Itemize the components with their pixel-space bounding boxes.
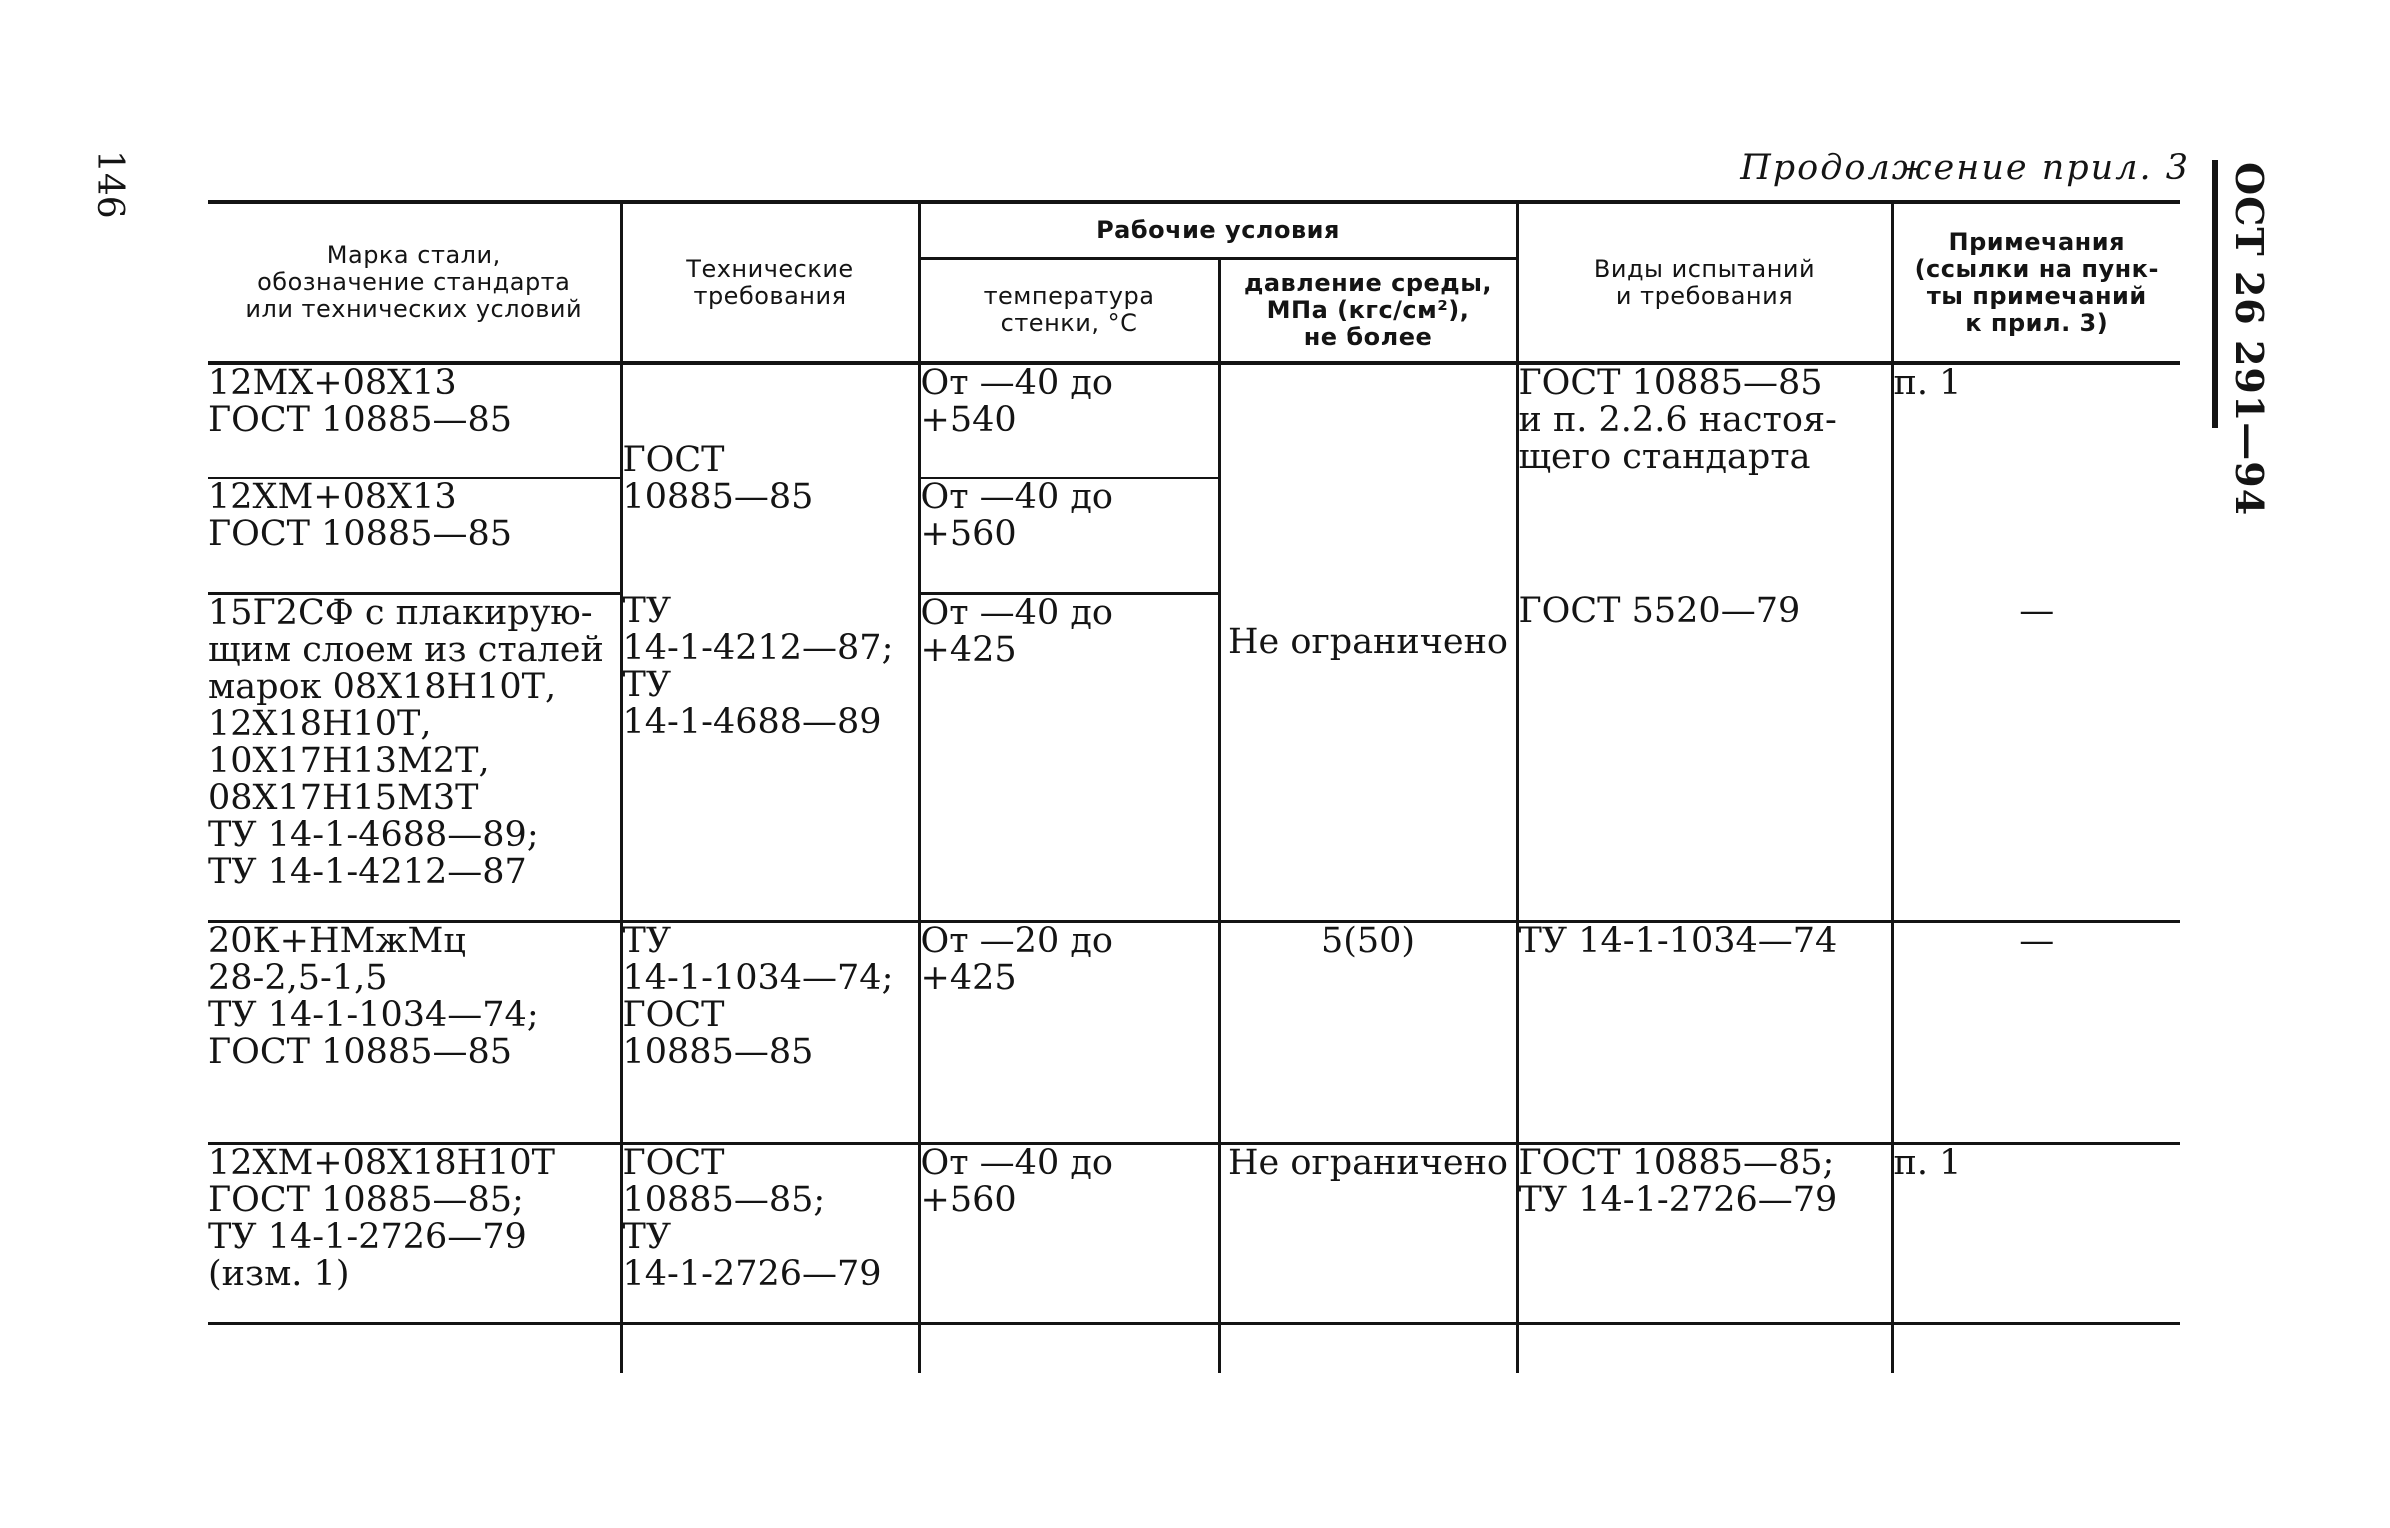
row2-temperature: От —40 до +560 (919, 478, 1219, 593)
header-grade: Марка стали, обозначение стандарта или технических условий (208, 202, 621, 363)
page-number: 146 (89, 150, 130, 219)
table-tail (1219, 1323, 1517, 1373)
row1-temperature: От —40 до +540 (919, 363, 1219, 478)
row4-pressure: 5(50) (1219, 921, 1517, 1143)
row1-grade: 12МХ+08Х13 ГОСТ 10885—85 (208, 363, 621, 478)
row5-requirements: ГОСТ 10885—85; ТУ 14-1-2726—79 (621, 1143, 919, 1323)
row4-temperature: От —20 до +425 (919, 921, 1219, 1143)
row4-tests: ТУ 14-1-1034—74 (1517, 921, 1892, 1143)
row3-temperature: От —40 до +425 (919, 593, 1219, 921)
header-temperature: температура стенки, °С (919, 258, 1219, 363)
continuation-caption: Продолжение прил. 3 (1740, 148, 2190, 188)
group1-tests: ГОСТ 10885—85 и п. 2.2.6 настоя- щего стандарта (1517, 363, 1892, 593)
table-tail (919, 1323, 1219, 1373)
row5-temperature: От —40 до +560 (919, 1143, 1219, 1323)
group1-notes: п. 1 (1893, 363, 1962, 403)
row5-notes: п. 1 (1892, 1143, 2180, 1323)
row4-grade: 20К+НМжМц 28-2,5-1,5 ТУ 14-1-1034—74; ГОСТ 10885—85 (208, 921, 621, 1143)
group-pressure: Не ограничено (1219, 363, 1517, 921)
table-tail (208, 1323, 621, 1373)
standard-code: ОСТ 26 291—94 (2227, 162, 2272, 517)
row5-grade: 12ХМ+08Х18Н10Т ГОСТ 10885—85; ТУ 14-1-2726—79 (изм. 1) (208, 1143, 621, 1323)
table-tail (1892, 1323, 2180, 1373)
group1-requirements: ГОСТ 10885—85 (621, 363, 919, 593)
row5-pressure: Не ограничено (1219, 1143, 1517, 1323)
side-rule (2212, 160, 2218, 428)
table-tail (1517, 1323, 1892, 1373)
row3-grade: 15Г2СФ с плакирую- щим слоем из сталей марок 08Х18Н10Т, 12Х18Н10Т, 10Х17Н13М2Т, 08Х17Н15М3Т ТУ 14-1-4688—89; ТУ 14-1-4212—87 (208, 593, 621, 921)
row3-tests: ГОСТ 5520—79 (1517, 593, 1892, 921)
row4-requirements: ТУ 14-1-1034—74; ГОСТ 10885—85 (621, 921, 919, 1143)
header-tests: Виды испытаний и требования (1517, 202, 1892, 363)
table-tail (621, 1323, 919, 1373)
header-requirements: Технические требования (621, 202, 919, 363)
steel-grade-table (208, 200, 2180, 1373)
row2-grade: 12ХМ+08Х13 ГОСТ 10885—85 (208, 478, 621, 593)
header-working-conditions: Рабочие условия (919, 202, 1517, 258)
row4-notes: — (1892, 921, 2180, 1143)
header-pressure: давление среды, МПа (кгс/см²), не более (1219, 258, 1517, 363)
header-notes: Примечания (ссылки на пунк- ты примечаний к прил. 3) (1892, 202, 2180, 363)
row3-requirements: ТУ 14-1-4212—87; ТУ 14-1-4688—89 (621, 593, 919, 921)
row5-tests: ГОСТ 10885—85; ТУ 14-1-2726—79 (1517, 1143, 1892, 1323)
row3-notes: — (1892, 593, 2180, 921)
